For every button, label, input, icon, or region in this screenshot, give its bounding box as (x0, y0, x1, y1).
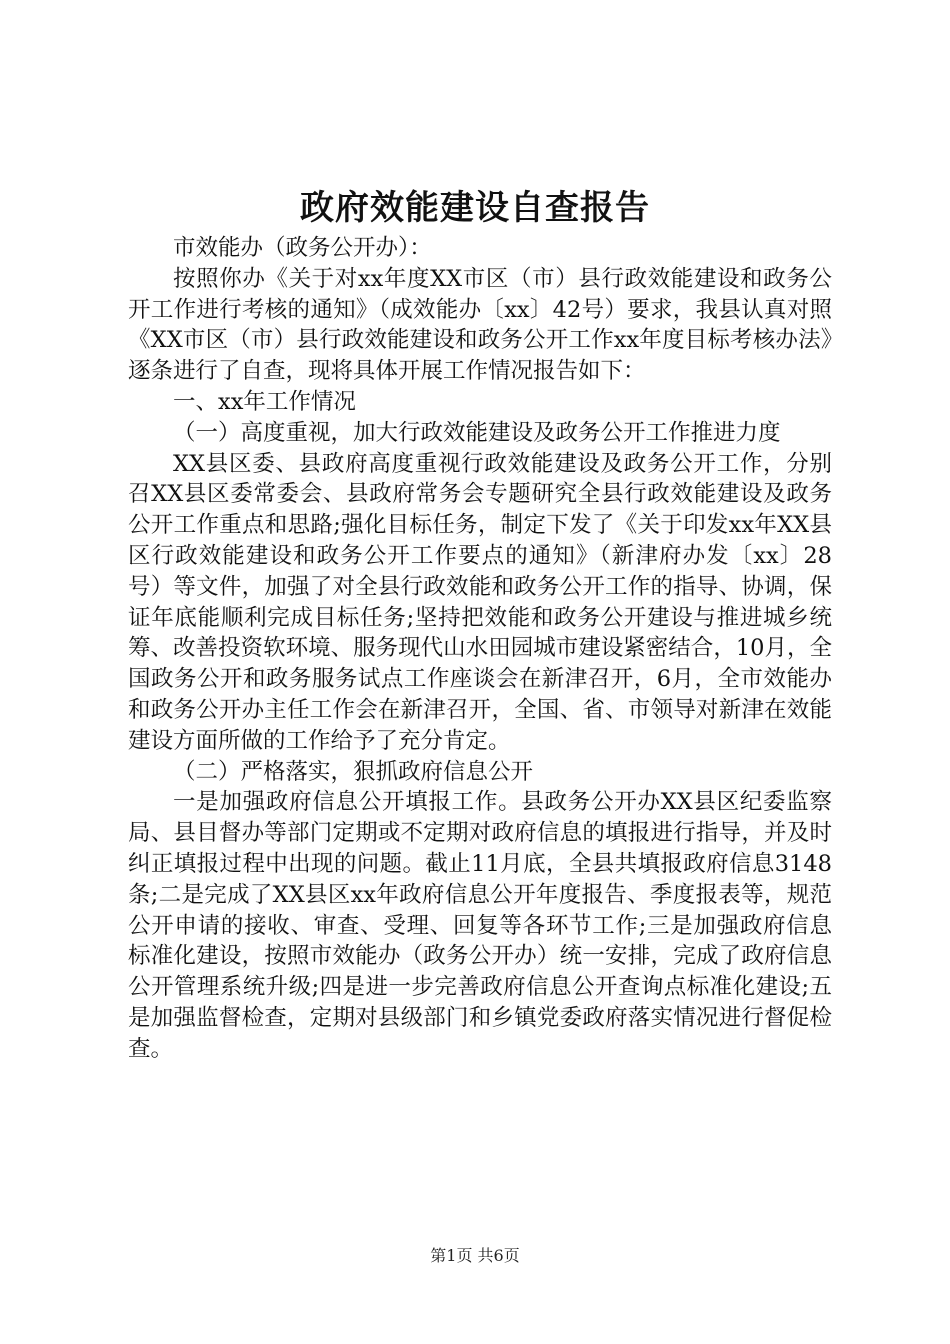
page-number-footer: 第1页 共6页 (430, 1246, 520, 1265)
body-paragraph-1: XX县区委、县政府高度重视行政效能建设及政务公开工作，分别召XX县区委常委会、县政府常务会专题研究全县行政效能建设及政务公开工作重点和思路;强化目标任务，制定下发了《关于印发xx年XX县区行政效能建设和政务公开工作要点的通知》（新津府办发〔xx〕28号）等文件，加强了对全县行政效能和政务公开工作的指导、协调，保证年底能顺利完成目标任务;坚持把效能和政务公开建设与推进城乡统筹、改善投资软环境、服务现代山水田园城市建设紧密结合，10月，全国政务公开和政务服务试点工作座谈会在新津召开，6月，全市效能办和政务公开办主任工作会在新津召开，全国、省、市领导对新津在效能建设方面所做的工作给予了充分肯定。 (128, 450, 832, 754)
section-heading: 一、xx年工作情况 (173, 388, 356, 415)
body-paragraph-2: 一是加强政府信息公开填报工作。县政务公开办XX县区纪委监察局、县目督办等部门定期或不定期对政府信息的填报进行指导，并及时纠正填报过程中出现的问题。截止11月底，全县共填报政府信息3148条;二是完成了XX县区xx年政府信息公开年度报告、季度报表等，规范公开申请的接收、审查、受理、回复等各环节工作;三是加强政府信息标准化建设，按照市效能办（政务公开办）统一安排，完成了政府信息公开管理系统升级;四是进一步完善政府信息公开查询点标准化建设;五是加强监督检查，定期对县级部门和乡镇党委政府落实情况进行督促检查。 (128, 789, 832, 1062)
document-body (128, 233, 832, 1065)
subsection-heading-2: （二）严格落实，狠抓政府信息公开 (173, 758, 534, 785)
intro-paragraph: 按照你办《关于对xx年度XX市区（市）县行政效能建设和政务公开工作进行考核的通知》（成效能办〔xx〕42号）要求，我县认真对照《XX市区（市）县行政效能建设和政务公开工作xx年度目标考核办法》逐条进行了自查，现将具体开展工作情况报告如下： (128, 265, 832, 385)
subsection-heading-1: （一）高度重视，加大行政效能建设及政务公开工作推进力度 (173, 419, 781, 446)
salutation: 市效能办（政务公开办）： (173, 235, 432, 261)
document-title: 政府效能建设自查报告 (300, 188, 650, 228)
